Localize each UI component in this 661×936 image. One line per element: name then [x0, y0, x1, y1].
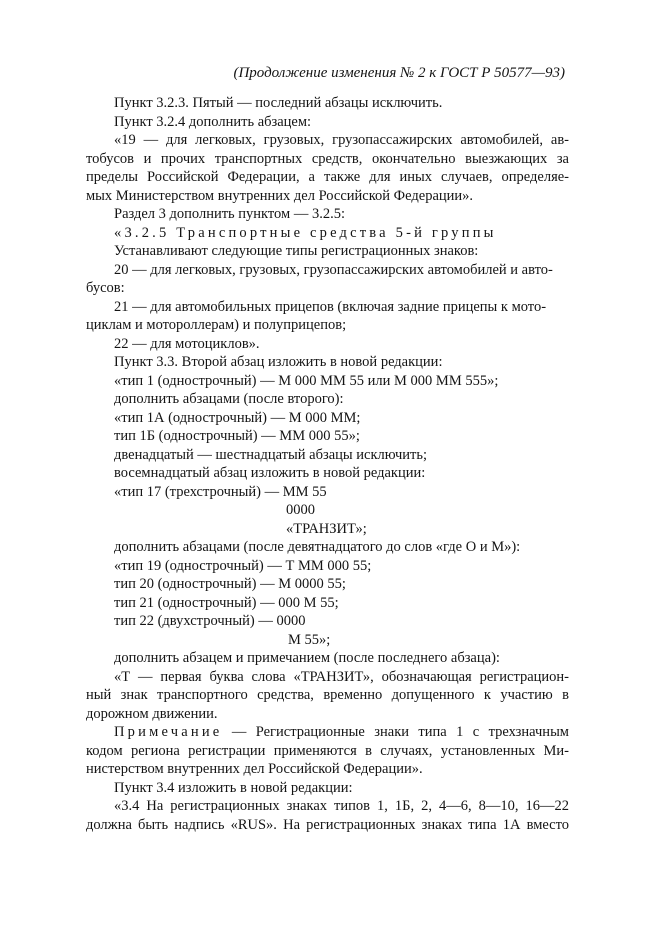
- text-line: «тип 1А (однострочный) — М 000 ММ;: [114, 409, 361, 426]
- text-line: восемнадцатый абзац изложить в новой редакции:: [114, 465, 426, 481]
- text-line: «3.4 На регистрационных знаках типов 1, 1Б, 2, 4—6, 8—10, 16—22: [114, 798, 569, 814]
- text-line: Раздел 3 дополнить пунктом — 3.2.5:: [114, 206, 345, 222]
- text-line: должна быть надпись «RUS». На регистрационных знаках типа 1А вместо: [86, 816, 569, 833]
- text-line: тип 21 (однострочный) — 000 М 55;: [114, 594, 339, 611]
- text-line: 21 — для автомобильных прицепов (включая задние прицепы к мото-: [114, 298, 547, 315]
- text-line: дорожном движении.: [86, 705, 218, 722]
- text-line: «тип 19 (однострочный) — Т ММ 000 55;: [114, 557, 372, 574]
- text-line: двенадцатый — шестнадцатый абзацы исключить;: [114, 446, 428, 463]
- text-line: Пункт 3.3. Второй абзац изложить в новой редакции:: [114, 354, 443, 370]
- text-line: «19 — для легковых, грузовых, грузопассажирских автомобилей, ав-: [114, 132, 569, 148]
- text-line: кодом региона регистрации применяются в случаях, установленных Ми-: [86, 742, 569, 759]
- text-line: Пункт 3.2.3. Пятый — последний абзацы исключить.: [114, 95, 443, 111]
- note-label: Примечание: [114, 724, 223, 740]
- text-line: тобусов и прочих транспортных средств, окончательно выезжающих за: [86, 150, 569, 167]
- text-line: «тип 1 (однострочный) — М 000 ММ 55 или М 000 ММ 555»;: [114, 372, 499, 389]
- page-header: (Продолжение изменения № 2 к ГОСТ Р 50577—93): [233, 65, 565, 81]
- note-text: — Регистрационные знаки типа 1 с трехзначным: [222, 724, 569, 740]
- text-line: «ТРАНЗИТ»;: [286, 520, 367, 537]
- text-line: тип 22 (двухстрочный) — 0000: [114, 613, 306, 629]
- text-line: ный знак транспортного средства, временно допущенного к участию в: [86, 687, 569, 703]
- text-line: мых Министерством внутренних дел Российской Федерации».: [86, 187, 474, 204]
- text-line: циклам и мотороллерам) и полуприцепов;: [86, 317, 347, 333]
- text-line: 0000: [286, 502, 315, 518]
- text-line: бусов:: [86, 280, 125, 296]
- text-line: тип 1Б (однострочный) — ММ 000 55»;: [114, 428, 360, 444]
- text-line: М 55»;: [288, 631, 331, 648]
- text-line: дополнить абзацами (после второго):: [114, 391, 344, 407]
- document-body: [86, 94, 569, 834]
- text-line: Пункт 3.2.4 дополнить абзацем:: [114, 113, 312, 130]
- text-line: «Т — первая буква слова «ТРАНЗИТ», обозначающая регистрацион-: [114, 668, 569, 685]
- text-line: «3.2.5 Транспортные средства 5-й группы: [114, 224, 497, 241]
- text-line: тип 20 (однострочный) — М 0000 55;: [114, 576, 346, 592]
- text-line: нистерством внутренних дел Российской Федерации».: [86, 761, 423, 777]
- text-line: 20 — для легковых, грузовых, грузопассажирских автомобилей и авто-: [114, 261, 553, 278]
- text-line: Устанавливают следующие типы регистрационных знаков:: [114, 243, 479, 259]
- text-line: Пункт 3.4 изложить в новой редакции:: [114, 779, 353, 796]
- text-line: [86, 723, 569, 742]
- text-line: «тип 17 (трехстрочный) — ММ 55: [114, 483, 327, 500]
- text-line: 22 — для мотоциклов».: [114, 335, 260, 352]
- text-line: дополнить абзацами (после девятнадцатого до слов «где О и М»):: [114, 539, 521, 555]
- text-line: пределы Российской Федерации, а также для иных случаев, определяе-: [86, 169, 569, 185]
- text-line: дополнить абзацем и примечанием (после последнего абзаца):: [114, 650, 500, 666]
